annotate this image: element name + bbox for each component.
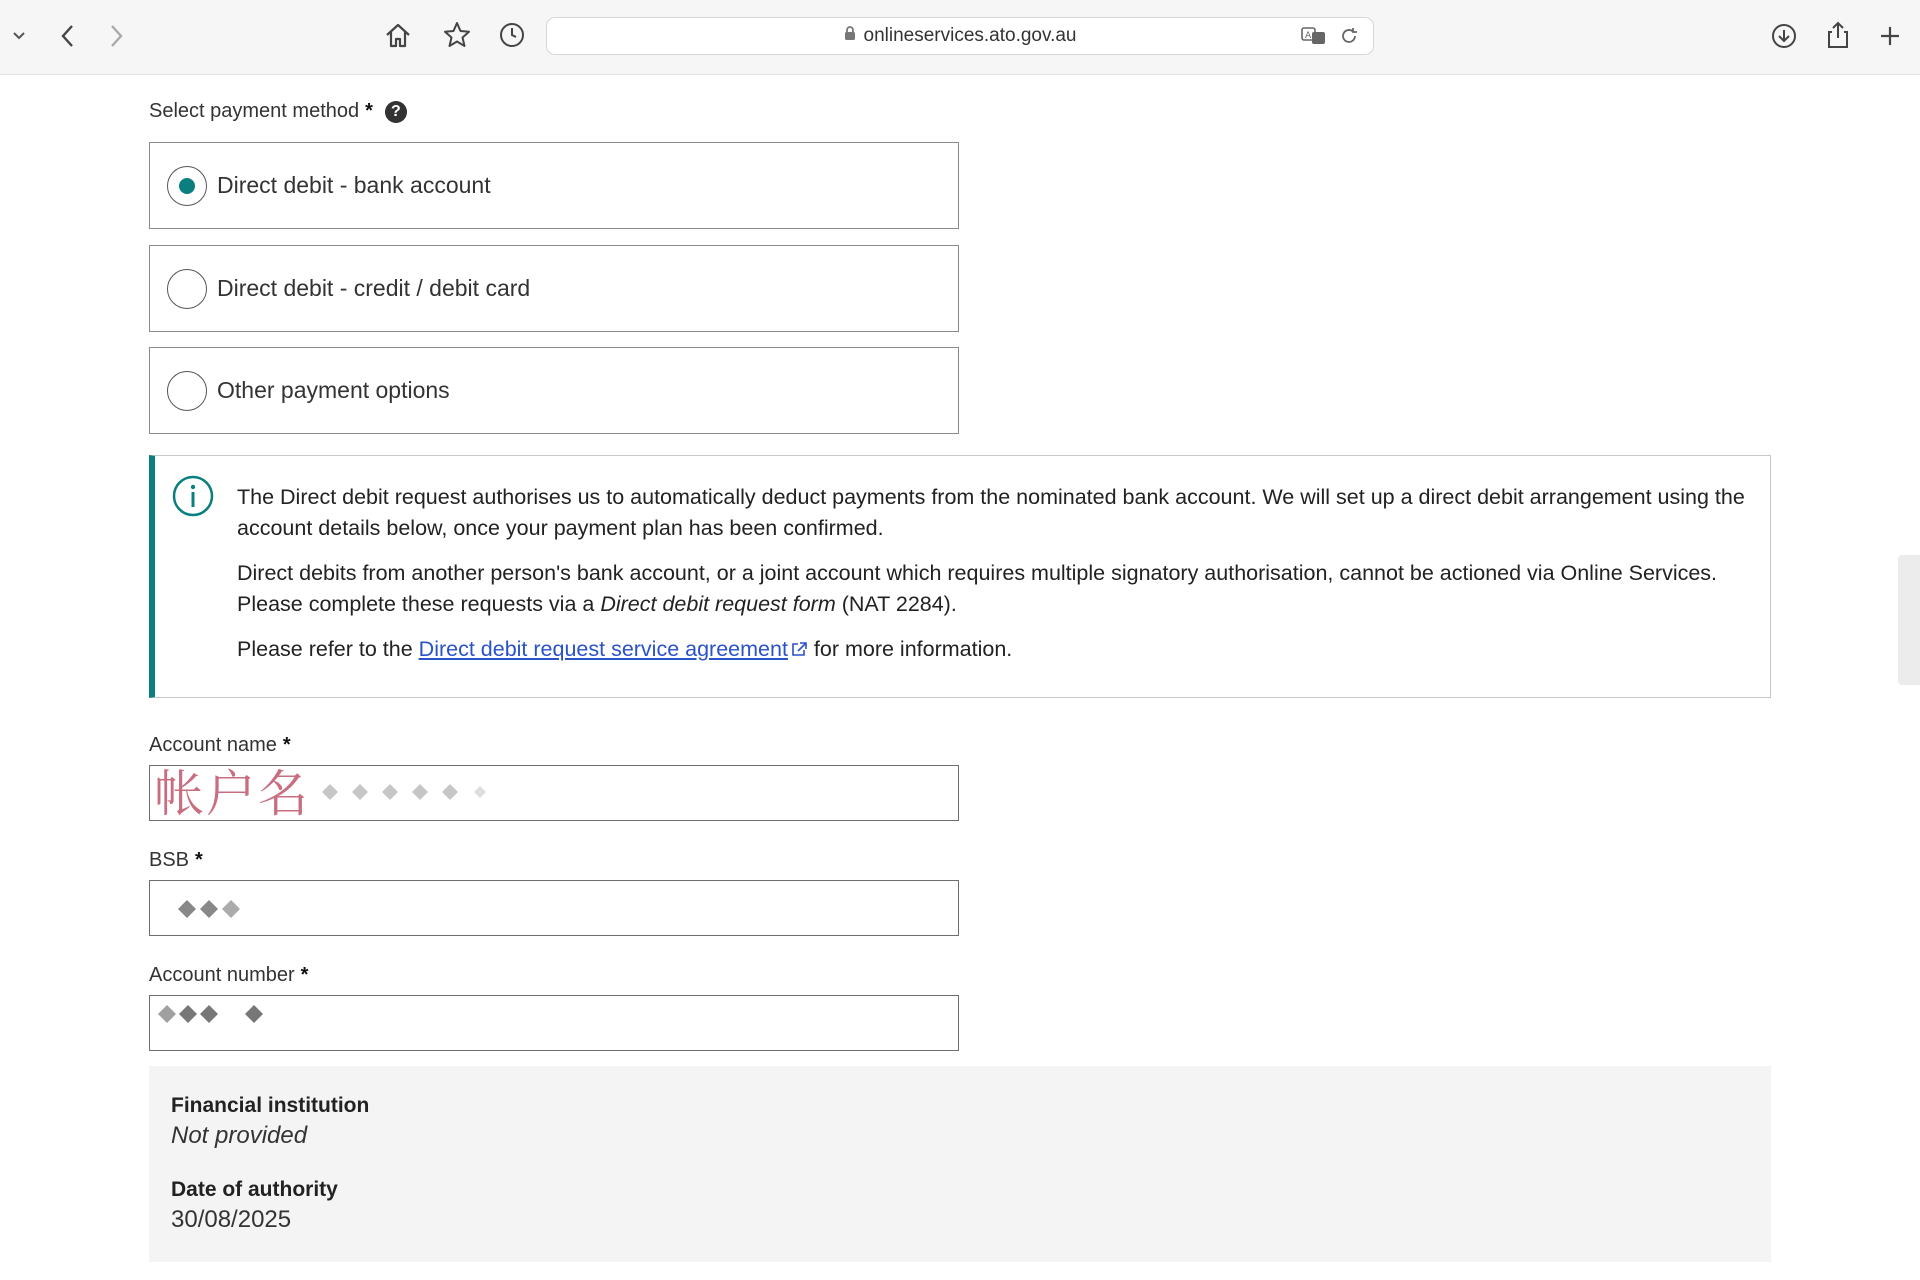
financial-institution-value: Not provided [171, 1122, 308, 1149]
browser-toolbar [0, 0, 1920, 75]
financial-institution-label: Financial institution [171, 1094, 370, 1117]
info-paragraph-1: The Direct debit request authorises us to automatically deduct payments from the nominated bank account. We will set up a direct debit arrangement using the account details below, once your payment plan has been confirmed. [237, 485, 1745, 540]
info-paragraph-2 [237, 558, 1757, 620]
info-p3-suffix: for more information. [807, 637, 1013, 661]
forward-icon[interactable] [104, 22, 130, 50]
account-name-label-text: Account name [149, 734, 277, 756]
scrollbar-thumb[interactable] [1898, 555, 1920, 685]
required-marker: * [300, 964, 309, 986]
info-paragraph-3 [237, 634, 1757, 665]
radio-label: Direct debit - bank account [217, 172, 491, 198]
direct-debit-info-box [149, 455, 1771, 698]
date-of-authority-value: 30/08/2025 [171, 1206, 292, 1233]
reload-icon[interactable] [1339, 26, 1359, 51]
info-icon [171, 474, 215, 523]
bsb-input[interactable] [149, 880, 959, 936]
radio-label: Direct debit - credit / debit card [217, 275, 531, 301]
help-icon[interactable]: ? [385, 101, 407, 123]
redacted-pattern-icon [290, 774, 520, 819]
radio-button[interactable] [167, 371, 207, 411]
new-tab-plus-icon[interactable] [1876, 22, 1904, 50]
radio-direct-debit-bank[interactable] [149, 142, 959, 229]
masked-value-icon [178, 897, 248, 926]
required-marker: * [282, 734, 291, 756]
direct-debit-summary [149, 1066, 1771, 1262]
info-p3-prefix: Please refer to the [237, 637, 419, 661]
lock-icon [844, 25, 856, 47]
account-number-label [149, 964, 308, 987]
bsb-label-text: BSB [149, 849, 190, 871]
bookmark-star-icon[interactable] [442, 20, 472, 50]
url-text: onlineservices.ato.gov.au [863, 25, 1077, 46]
radio-label: Other payment options [217, 377, 450, 403]
home-icon[interactable] [383, 20, 413, 50]
masked-value-icon [158, 1002, 278, 1031]
account-number-label-text: Account number [149, 964, 295, 986]
radio-direct-debit-card[interactable] [149, 245, 959, 332]
downloads-icon[interactable] [1770, 22, 1798, 50]
date-of-authority-label: Date of authority [171, 1178, 338, 1201]
required-marker: * [195, 849, 203, 871]
account-number-input[interactable] [149, 995, 959, 1051]
info-p2-suffix: (NAT 2284). [835, 592, 957, 616]
account-name-input[interactable] [149, 765, 959, 821]
info-p2-text: Direct debits from another person's bank account, or a joint account which requires multiple signatory authorisation, cannot be actioned via Online Services. Please complete these requests via a [237, 561, 1718, 616]
share-icon[interactable] [1824, 20, 1852, 50]
translate-icon[interactable] [1301, 26, 1327, 51]
service-agreement-link-text: Direct debit request service agreement [418, 637, 788, 661]
direct-debit-form-name: Direct debit request form [600, 592, 836, 616]
tab-list-chevron-icon[interactable] [8, 25, 30, 47]
history-clock-icon[interactable] [498, 21, 526, 49]
account-name-value: 帐户名 [154, 765, 310, 821]
payment-method-label-text: Select payment method [149, 100, 360, 122]
account-name-label [149, 734, 291, 757]
back-icon[interactable] [54, 22, 80, 50]
radio-button-selected[interactable] [167, 166, 207, 206]
address-bar[interactable] [546, 17, 1374, 55]
payment-method-label [149, 100, 407, 123]
external-link-icon [788, 637, 808, 661]
radio-other-payment-options[interactable] [149, 347, 959, 434]
service-agreement-link[interactable] [419, 637, 808, 661]
svg-text:A: A [1305, 31, 1312, 41]
bsb-label [149, 849, 203, 872]
radio-button[interactable] [167, 269, 207, 309]
required-marker: * [365, 100, 373, 122]
